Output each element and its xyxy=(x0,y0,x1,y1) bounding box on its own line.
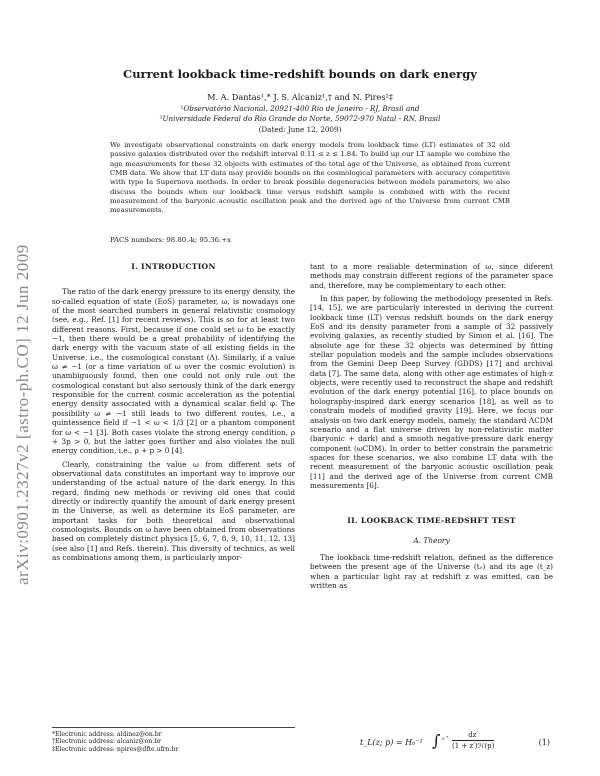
footnote-1: *Electronic address: aldinez@on.br xyxy=(52,731,162,738)
equation-denominator: (1 + z′)ℋ(p) xyxy=(452,742,495,750)
left-column xyxy=(52,262,295,566)
integral-limits: ₀ ᶻ xyxy=(442,735,449,742)
affiliation-1: ¹Observatório Nacional, 20921-400 Rio de Janeiro - RJ, Brasil and xyxy=(180,104,420,113)
equation-lhs: t_L(z; p) = H₀⁻¹ xyxy=(360,738,423,747)
right-column xyxy=(310,262,553,594)
affiliation-2: ²Universidade Federal do Rio Grande do Norte, 59072-970 Natal - RN, Brasil xyxy=(159,113,441,123)
section-heading-lookback: II. LOOKBACK TIME-REDSHFT TEST xyxy=(347,516,516,526)
dated-line: (Dated: June 12, 2009) xyxy=(258,125,342,134)
affiliations xyxy=(60,104,540,123)
intro-paragraph-4: In this paper, by following the methodology presented in Refs. [14, 15], we are particularly interested in deriving the current lookback time (LT) versus redshift bounds on the dark energy EoS and its density parameter from a sample of 32 passively evolving galaxies, as recently studied by Simon et al. [16]. The absolute age for these 32 objects was determined by fitting stellar population models and the sample includes observations from the Gemini Deep Deep Survey (GDDS) [17] and archival data [7]. The same data, along with other age estimates of high-z objects, were recently used to reconstruct the shape and redshift evolution of the dark energy potential [16], to place bounds on holography-inspired dark energy scenarios [18], as well as to constrain models of modified gravity [19]. Here, we focus our analysis on two dark energy models, namely, the standard ΛCDM scenario and a flat universe driven by non-relativistic matter (baryonic + dark) and a smooth negative-pressure dark energy component (ωCDM). In order to better constrain the parametric spaces for these scenarios, we also combine LT data with the recent measurement of the baryonic acoustic oscillation peak [11] and the derived age of the Universe from current CMB measurements [6]. xyxy=(310,294,553,490)
footnote-2: †Electronic address: alcaniz@on.br xyxy=(52,738,162,746)
integral-sign: ∫ xyxy=(432,731,441,750)
equation-numerator: dz′ xyxy=(468,731,479,739)
paper-title: Current lookback time-redshift bounds on dark energy xyxy=(123,67,477,81)
equation-number: (1) xyxy=(538,738,550,747)
pacs-numbers: PACS numbers: 98.80.-k; 95.36.+x xyxy=(110,236,231,244)
footnote-3: ‡Electronic address: npires@dfte.ufrn.br xyxy=(52,745,179,753)
intro-paragraph-3: tant to a more realiable determination of ω, since diferent methods may constrain different regions of the parameter space and, therefore, may be complementary to each other. xyxy=(310,262,553,290)
section-heading-introduction: I. INTRODUCTION xyxy=(131,262,216,271)
arxiv-identifier xyxy=(8,170,36,590)
abstract: We investigate observational constraints on dark energy models from lookback time (LT) estimates of 32 old passive galaxies distributed over the redshift interval 0.11 ≤ z ≤ 1.84. To build up our LT sample we combine the age measurements for these 32 objects with estimates of the total age of the Universe, as obtained from current CMB data. We show that LT data may provide bounds on the cosmological parameters with accuracy competitive with type Ia Supernova methods. In order to break possible degeneracies between models parameters, we also discuss the bounds when our lookback time versus redshift sample is combined with with the recent measurement of the baryonic acoustic oscillation peak and the derived age of the Universe from current CMB measurements. xyxy=(110,141,510,215)
equation-1 xyxy=(360,731,550,753)
equation-fraction xyxy=(452,731,494,750)
subsection-heading-theory: A. Theory xyxy=(413,535,450,545)
intro-paragraph-1: The ratio of the dark energy pressure to its energy density, the so-called equation of state (EoS) parameter, ω, is nowadays one of the most searched numbers in general relativistic cosmology (see, e.g., Ref. [1] for recent reviews). This is so for at least two different reasons. First, because if one could set ω to be exactly −1, then there would be a great probability of identifying the dark energy with the vacuum state of all existing fields in the Universe, i.e., the cosmological constant (Λ). Similarly, if a value ω ≠ −1 (or a time variation of ω over the cosmic evolution) is unambiguously found, then one could not only rule out the cosmological constant but also seriously think of the dark energy responsible for the current cosmic acceleration as the potential energy density associated with a dynamical scalar field φ. The possibility ω ≠ −1 still leads to two different routes, i.e., a quintessence field if −1 < ω < 1/3 [2] or a phantom component for ω < −1 [3]. Both cases violate the strong energy condition, ρ + 3p > 0, but the latter goes further and also violates the null energy condition, i.e., ρ + p > 0 [4]. xyxy=(52,287,295,456)
arxiv-id-text: arXiv:0901.2327v2 [astro-ph.CO] 12 Jun 2009 xyxy=(13,244,32,585)
author-list: M. A. Dantas¹,* J. S. Alcaniz¹,† and N. Pires²‡ xyxy=(207,92,393,102)
footnotes xyxy=(52,727,295,753)
intro-paragraph-2: Clearly, constraining the value ω from different sets of observational data constitutes an important way to improve our understanding of the actual nature of the dark energy. In this regard, finding new methods or reviving old ones that could directly or indirectly quantify the amount of dark energy present in the Universe, as well as determine its EoS parameter, are important tasks for both theoretical and observational cosmologists. Bounds on ω have been obtained from observations based on completely distinct physics [5, 6, 7, 8, 9, 10, 11, 12, 13] (see also [1] and Refs. therein). This diversity of technics, as well as combinations among them, is particularly impor- xyxy=(52,459,295,562)
theory-paragraph-1: The lookback time-redshift relation, defined as the difference between the present age of the Universe (t₀) and its age (t_z) when a particular light ray at redshift z was emitted, can be written as xyxy=(310,552,553,590)
